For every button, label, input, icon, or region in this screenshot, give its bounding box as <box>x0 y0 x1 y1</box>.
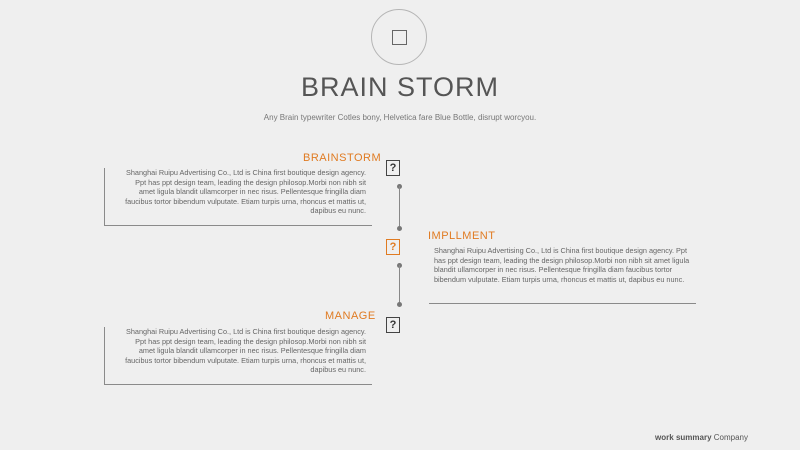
placeholder-icon: ? <box>386 239 400 255</box>
timeline-dot <box>397 302 402 307</box>
section-text-manage: Shanghai Ruipu Advertising Co., Ltd is China first boutique design agency. Ppt has ppt design team, leading the design philosop.Morbi non nibh sit amet ligula blandit ullamcorper in nec risus. Pellentesque fringilla diam faucibus tortor bibendum vulputate. Etiam turpis urna, rhoncus et mattis ut, dapibus eu nunc. <box>125 327 366 375</box>
section-heading-manage: MANAGE <box>325 310 376 322</box>
section-text-brainstorm: Shanghai Ruipu Advertising Co., Ltd is China first boutique design agency. Ppt has ppt design team, leading the design philosop.Morbi non nibh sit amet ligula blandit ullamcorper in nec risus. Pellentesque fringilla diam faucibus tortor bibendum vulputate. Etiam turpis urna, rhoncus et mattis ut, dapibus eu nunc. <box>125 168 366 216</box>
section-heading-brainstorm: BRAINSTORM <box>303 152 382 164</box>
section-heading-implement: IMPLLMENT <box>428 230 496 242</box>
section-box-implement <box>429 246 696 304</box>
timeline-dot <box>397 226 402 231</box>
section-text-implement: Shanghai Ruipu Advertising Co., Ltd is China first boutique design agency. Ppt has ppt design team, leading the design philosop.Morbi non nibh sit amet ligula blandit ullamcorper in nec risus. Pellentesque fringilla diam faucibus tortor bibendum vulputate. Etiam turpis urna, rhoncus et mattis ut, dapibus eu nunc. <box>434 246 690 284</box>
section-box-manage <box>104 327 372 385</box>
header-square-icon <box>392 30 407 45</box>
footer-bold-text: work summary <box>655 433 712 442</box>
footer <box>655 433 748 442</box>
placeholder-icon: ? <box>386 160 400 176</box>
section-box-brainstorm <box>104 168 372 226</box>
footer-text: Company <box>713 433 748 442</box>
timeline-line <box>399 265 400 304</box>
timeline-line <box>399 186 400 228</box>
slide-subtitle: Any Brain typewriter Cotles bony, Helvetica fare Blue Bottle, disrupt worcyou. <box>263 113 537 122</box>
placeholder-icon: ? <box>386 317 400 333</box>
slide-title: BRAIN STORM <box>300 72 500 102</box>
